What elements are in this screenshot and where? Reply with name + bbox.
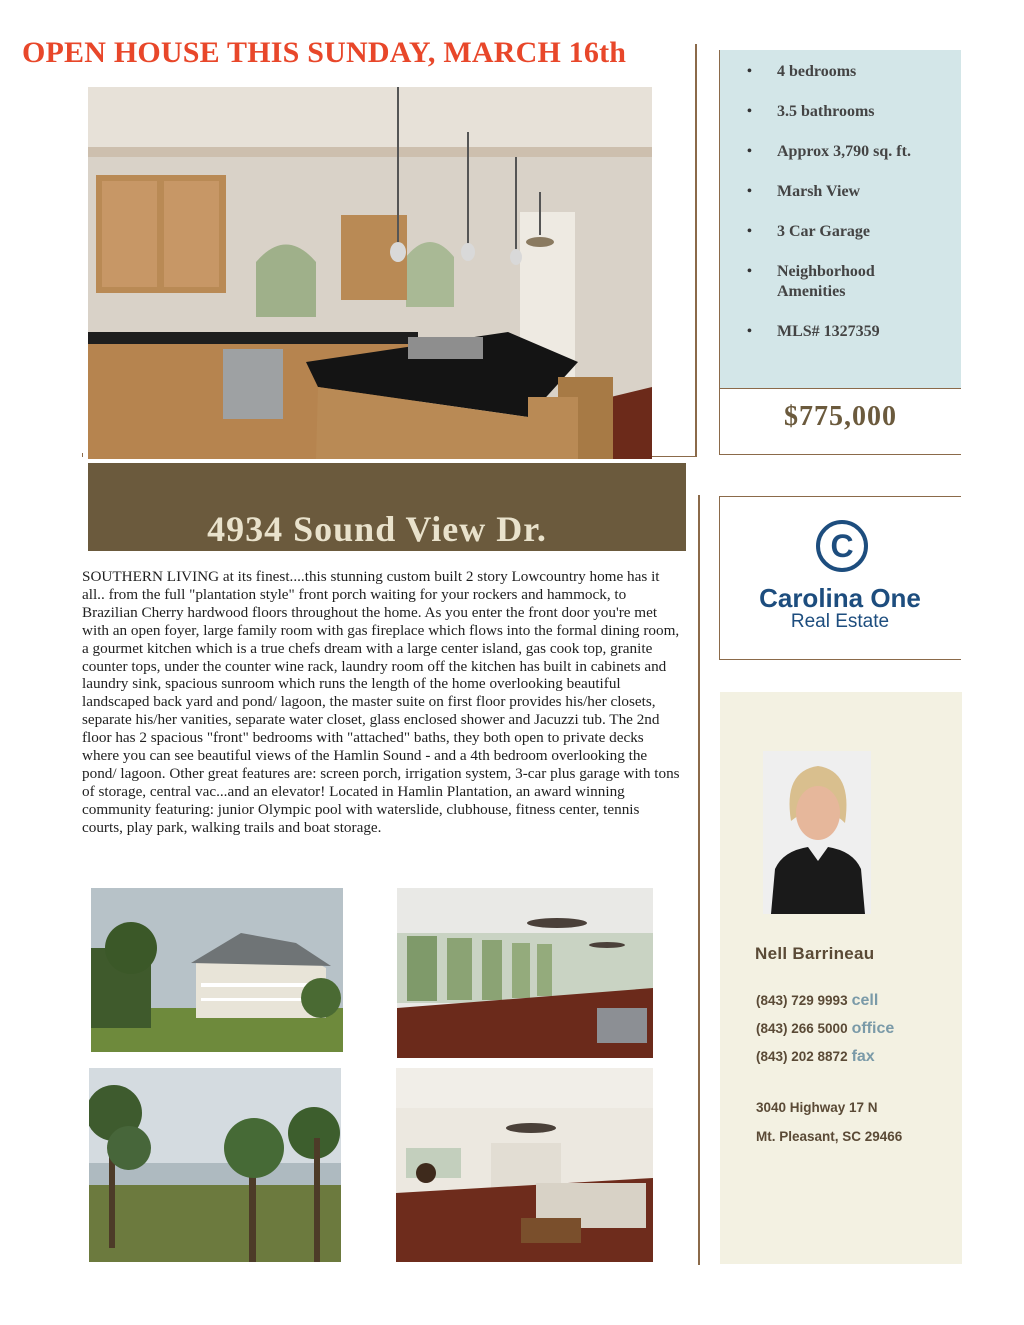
phone-number: (843) 729 9993 [756, 993, 848, 1008]
feature-item [720, 182, 927, 202]
features-panel [720, 50, 961, 388]
listing-price: $775,000 [784, 401, 897, 432]
divider [719, 496, 961, 497]
features-list [720, 50, 961, 342]
property-description: SOUTHERN LIVING at its finest....this stunning custom built 2 story Lowcountry home has it all.. from the full "plantation style" front porch waiting for your rockers and hammock, to Brazilian Cherry hardwood floors throughout the home. As you enter the front door you're met with an open foyer, large family room with gas fireplace which flows into the formal dining room, a gourmet kitchen which is a true chefs dream with a large center island, gas cook top, granite counter tops, under the counter wine rack, laundry room off the kitchen has built in cabinets and laundry sink, spacious sunroom which runs the length of the home overlooking beautiful landscaped back yard and pond/ lagoon, the master suite on first floor provides his/her closets, separate his/her vanities, separate water closet, glass enclosed shower and Jacuzzi tub. The 2nd floor has 2 spacious "front" bedrooms with "attached" baths, they both open to private decks where you can see beautiful views of the Hamlin Sound - and a 4th bedroom overlooking the pond/ lagoon. Other great features are: screen porch, irrigation system, 3-car plus garage with tons of storage, central vac...and an elevator! Located in Hamlin Plantation, an award winning community featuring: junior Olympic pool with waterslide, clubhouse, fitness center, tennis courts, play park, walking trails and boat storage. [82, 568, 680, 836]
bullet-icon: • [747, 64, 752, 79]
brand-subtitle: Real Estate [790, 611, 890, 632]
phone-kind: office [851, 1020, 895, 1037]
divider [82, 453, 83, 457]
feature-label: MLS# 1327359 [777, 323, 880, 340]
office-address-line2: Mt. Pleasant, SC 29466 [756, 1129, 903, 1144]
living-room-photo [396, 1068, 653, 1262]
logo-mark: C [830, 528, 854, 564]
divider [719, 50, 720, 455]
bullet-icon: • [747, 144, 752, 159]
feature-item [720, 142, 927, 162]
phone-number: (843) 266 5000 [756, 1021, 848, 1036]
phone-kind: cell [851, 992, 879, 1009]
bullet-icon: • [747, 224, 752, 239]
bullet-icon: • [747, 264, 752, 279]
feature-label: 4 bedrooms [777, 63, 857, 80]
brand-name: Carolina One [759, 583, 921, 613]
divider [719, 659, 961, 660]
divider [698, 495, 700, 1265]
phone-number: (843) 202 8872 [756, 1049, 848, 1064]
agent-photo [763, 751, 871, 914]
copyright-c-icon [815, 519, 869, 573]
divider [720, 388, 961, 389]
marsh-view-photo [89, 1068, 341, 1262]
property-address: 4934 Sound View Dr. [207, 509, 547, 549]
phone-kind: fax [851, 1048, 875, 1065]
divider [652, 456, 697, 457]
feature-label: 3 Car Garage [777, 223, 871, 240]
feature-item [720, 222, 927, 242]
feature-label: 3.5 bathrooms [777, 103, 875, 120]
bullet-icon: • [747, 104, 752, 119]
feature-label: Marsh View [777, 183, 861, 200]
bullet-icon: • [747, 324, 752, 339]
feature-label: Neighborhood Amenities [777, 263, 875, 300]
headline: OPEN HOUSE THIS SUNDAY, MARCH 16th [22, 36, 627, 69]
sunroom-photo [397, 888, 653, 1058]
feature-item [720, 102, 927, 122]
divider [720, 454, 961, 455]
feature-label: Approx 3,790 sq. ft. [777, 143, 911, 160]
bullet-icon: • [747, 184, 752, 199]
agent-name: Nell Barrineau [755, 944, 875, 963]
feature-item [720, 262, 897, 302]
feature-item [720, 62, 927, 82]
kitchen-photo [88, 87, 652, 459]
office-address-line1: 3040 Highway 17 N [756, 1100, 878, 1115]
house-exterior-photo [91, 888, 343, 1052]
feature-item [720, 322, 927, 342]
phone-office [756, 1020, 894, 1038]
divider [695, 44, 697, 457]
divider [719, 496, 720, 660]
phone-cell [756, 992, 878, 1010]
phone-fax [756, 1048, 875, 1066]
